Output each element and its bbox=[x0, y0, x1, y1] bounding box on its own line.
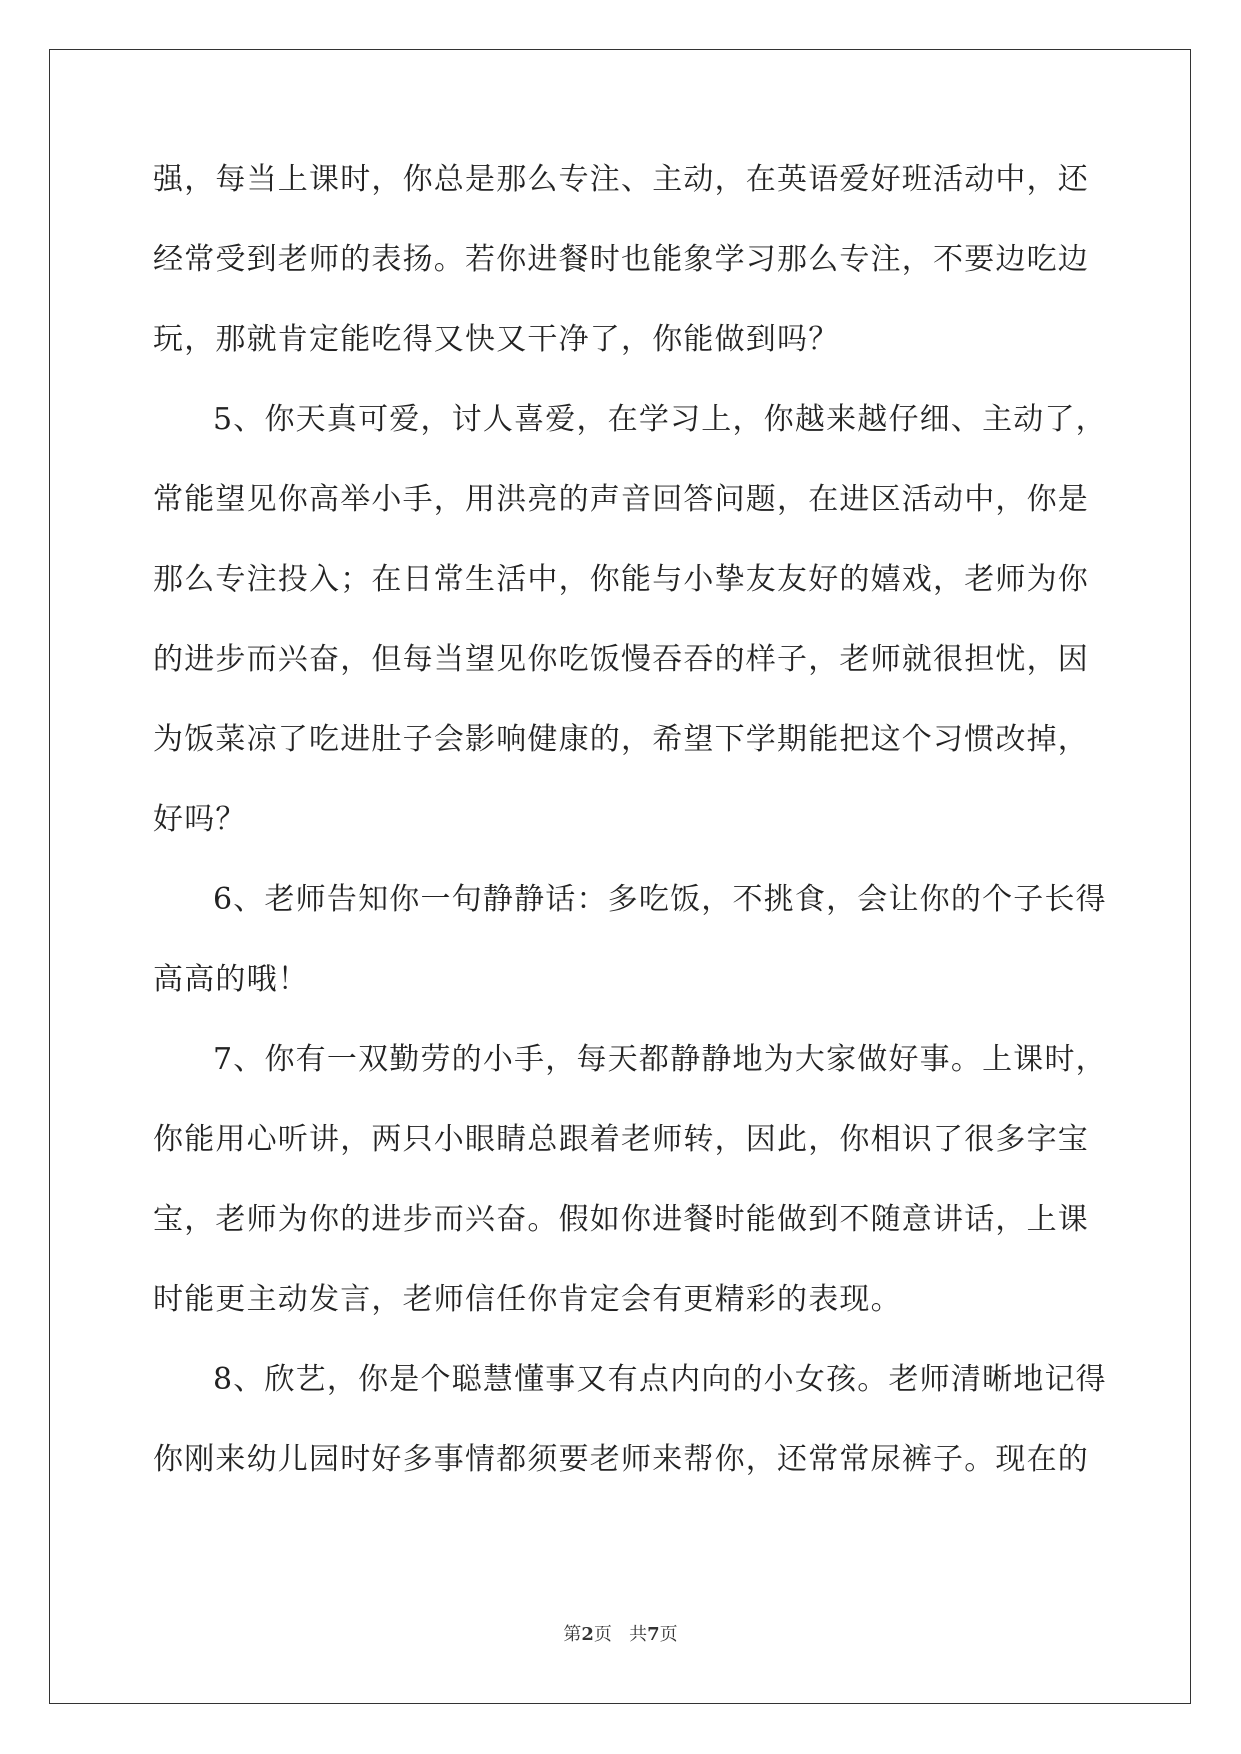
total-pages-number: 7 bbox=[647, 1624, 660, 1645]
line-text: 高高的哦！ bbox=[153, 962, 309, 997]
page-footer bbox=[0, 1620, 1241, 1646]
text-line bbox=[153, 1200, 1093, 1280]
text-line bbox=[153, 1120, 1093, 1200]
line-text: 6、老师告知你一句静静话：多吃饭，不挑食，会让你的个子长得 bbox=[213, 882, 1107, 917]
line-text: 的进步而兴奋，但每当望见你吃饭慢吞吞的样子，老师就很担忧，因 bbox=[153, 642, 1089, 677]
paragraph-start-line bbox=[153, 1360, 1107, 1440]
line-text: 玩，那就肯定能吃得又快又干净了，你能做到吗？ bbox=[153, 322, 840, 357]
document-body bbox=[153, 160, 1107, 1520]
line-text: 8、欣艺，你是个聪慧懂事又有点内向的小女孩。老师清晰地记得 bbox=[213, 1362, 1107, 1397]
line-text: 强，每当上课时，你总是那么专注、主动，在英语爱好班活动中，还 bbox=[153, 162, 1089, 197]
footer-suffix: 页 bbox=[659, 1624, 678, 1645]
paragraph-start-line bbox=[153, 1040, 1107, 1120]
line-text: 好吗？ bbox=[153, 802, 247, 837]
line-text: 你能用心听讲，两只小眼睛总跟着老师转，因此，你相识了很多字宝 bbox=[153, 1122, 1089, 1157]
text-line bbox=[153, 480, 1093, 560]
paragraph-start-line bbox=[153, 880, 1107, 960]
line-text: 为饭菜凉了吃进肚子会影响健康的，希望下学期能把这个习惯改掉， bbox=[153, 722, 1089, 757]
text-line bbox=[153, 240, 1093, 320]
current-page-number: 2 bbox=[581, 1624, 594, 1645]
line-text: 经常受到老师的表扬。若你进餐时也能象学习那么专注，不要边吃边 bbox=[153, 242, 1089, 277]
line-text: 7、你有一双勤劳的小手，每天都静静地为大家做好事。上课时， bbox=[213, 1042, 1107, 1077]
paragraph-start-line bbox=[153, 400, 1107, 480]
text-line bbox=[153, 320, 1093, 400]
text-line bbox=[153, 1440, 1093, 1520]
text-line bbox=[153, 960, 1093, 1040]
line-text: 宝，老师为你的进步而兴奋。假如你进餐时能做到不随意讲话，上课 bbox=[153, 1202, 1089, 1237]
text-line bbox=[153, 800, 1093, 880]
line-text: 你刚来幼儿园时好多事情都须要老师来帮你，还常常尿裤子。现在的 bbox=[153, 1442, 1089, 1477]
line-text: 5、你天真可爱，讨人喜爱，在学习上，你越来越仔细、主动了， bbox=[213, 402, 1107, 437]
line-text: 常能望见你高举小手，用洪亮的声音回答问题，在进区活动中，你是 bbox=[153, 482, 1089, 517]
line-text: 时能更主动发言，老师信任你肯定会有更精彩的表现。 bbox=[153, 1282, 902, 1317]
text-line bbox=[153, 1280, 1093, 1360]
text-line bbox=[153, 640, 1093, 720]
footer-mid: 页 共 bbox=[593, 1624, 648, 1645]
text-line bbox=[153, 560, 1093, 640]
line-text: 那么专注投入；在日常生活中，你能与小挚友友好的嬉戏，老师为你 bbox=[153, 562, 1089, 597]
text-line bbox=[153, 160, 1093, 240]
text-line bbox=[153, 720, 1093, 800]
footer-prefix: 第 bbox=[563, 1624, 582, 1645]
